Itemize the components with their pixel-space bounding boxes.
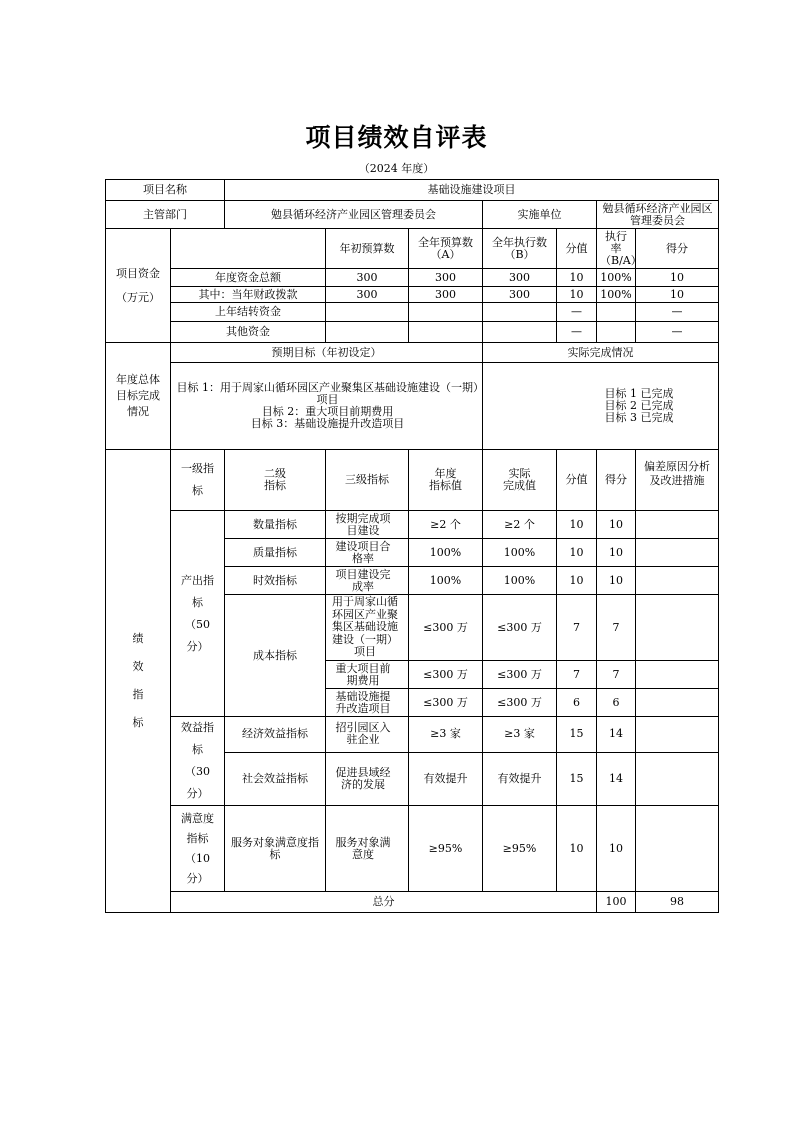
funds-header-score: 得分 xyxy=(636,229,719,269)
expected-goal-item: 目标 1：用于周家山循环园区产业聚集区基础设施建设（一期）项目 xyxy=(176,381,479,406)
project-name-row xyxy=(106,180,719,201)
funds-row-score-value: 10 xyxy=(557,287,597,303)
funds-row-executed: 300 xyxy=(483,269,557,287)
actual-goal-item: 目标 3 已完成 xyxy=(604,411,674,424)
score-cell: 6 xyxy=(597,689,636,717)
target-header xyxy=(409,450,483,511)
output-group-line2: 标 xyxy=(192,595,203,609)
total-score-value: 100 xyxy=(597,892,636,913)
target-cell: 100% xyxy=(409,539,483,567)
funds-header-exec-rate: 执行率（B/A） xyxy=(597,229,636,269)
level3-cell: 重大项目前期费用 xyxy=(326,661,409,689)
level3-cell: 项目建设完成率 xyxy=(326,567,409,595)
funds-row-exec-rate xyxy=(597,303,636,322)
benefit-group-line4: 分） xyxy=(186,787,209,800)
actual-value-header-line2: 完成值 xyxy=(503,479,536,492)
output-group-line3: （50 xyxy=(185,617,210,631)
level2-cell: 社会效益指标 xyxy=(225,752,326,805)
department-row xyxy=(106,201,719,229)
target-cell: 100% xyxy=(409,567,483,595)
funds-row-label: 上年结转资金 xyxy=(171,303,326,322)
score-value-header: 分值 xyxy=(557,450,597,511)
reason-cell xyxy=(636,806,719,892)
project-name-value: 基础设施建设项目 xyxy=(225,180,719,201)
benefit-group-label xyxy=(171,717,225,806)
actual-cell: 有效提升 xyxy=(483,752,557,805)
benefit-group-line2: 标 xyxy=(192,743,203,756)
funds-header-annual: 全年预算数（A） xyxy=(409,229,483,269)
satisfaction-group-label xyxy=(171,806,225,892)
funds-row-annual xyxy=(409,303,483,322)
target-cell: ≤300 万 xyxy=(409,595,483,661)
reason-cell xyxy=(636,752,719,805)
expected-goal-item: 目标 2：重大项目前期费用 xyxy=(261,405,394,418)
target-header-line1: 年度 xyxy=(434,467,457,480)
department-label: 主管部门 xyxy=(106,201,225,229)
score-cell: 14 xyxy=(597,752,636,805)
funds-row-executed xyxy=(483,322,557,343)
score-value-cell: 10 xyxy=(557,539,597,567)
level1-header: 一级指标 xyxy=(171,450,225,511)
satisfaction-group-line1: 满意度 xyxy=(181,811,214,825)
output-group-line1: 产出指 xyxy=(181,573,214,587)
level3-cell: 促进县域经济的发展 xyxy=(326,752,409,805)
score-value-cell: 6 xyxy=(557,689,597,717)
output-group-label xyxy=(171,511,225,717)
actual-cell: ≥95% xyxy=(483,806,557,892)
score-value-cell: 7 xyxy=(557,595,597,661)
funds-row-annual: 300 xyxy=(409,269,483,287)
reason-cell xyxy=(636,689,719,717)
funds-row-executed: 300 xyxy=(483,287,557,303)
actual-goals-cell xyxy=(483,363,719,450)
score-cell: 7 xyxy=(597,661,636,689)
level3-cell: 服务对象满意度 xyxy=(326,806,409,892)
score-value-cell: 10 xyxy=(557,511,597,539)
target-cell: ≥2 个 xyxy=(409,511,483,539)
target-header-line2: 指标值 xyxy=(429,479,462,492)
funds-row-exec-rate: 100% xyxy=(597,269,636,287)
level2-cell: 数量指标 xyxy=(225,511,326,539)
goals-header-row xyxy=(106,343,719,363)
funds-row-score-value: 10 xyxy=(557,269,597,287)
actual-cell: 100% xyxy=(483,567,557,595)
level3-cell: 用于周家山循环园区产业聚集区基础设施建设（一期）项目 xyxy=(326,595,409,661)
funds-header-row xyxy=(106,229,719,269)
goals-label: 年度总体目标完成情况 xyxy=(106,343,171,450)
funds-row xyxy=(106,287,719,303)
funds-row-initial xyxy=(326,322,409,343)
output-group-line4: 分） xyxy=(186,639,209,653)
actual-cell: ≥3 家 xyxy=(483,717,557,753)
level3-cell: 建设项目合格率 xyxy=(326,539,409,567)
expected-goal-header: 预期目标（年初设定） xyxy=(171,343,483,363)
actual-goal-item: 目标 2 已完成 xyxy=(604,399,674,412)
funds-row-score: — xyxy=(636,303,719,322)
target-cell: ≤300 万 xyxy=(409,661,483,689)
score-cell: 10 xyxy=(597,567,636,595)
funds-row-exec-rate: 100% xyxy=(597,287,636,303)
funds-row-label: 其中：当年财政拨款 xyxy=(171,287,326,303)
reason-cell xyxy=(636,595,719,661)
funds-header-score-value: 分值 xyxy=(557,229,597,269)
funds-row-score-value: — xyxy=(557,303,597,322)
actual-value-header-line1: 实际 xyxy=(508,467,531,480)
actual-cell: 100% xyxy=(483,539,557,567)
expected-goals-cell xyxy=(171,363,483,450)
performance-header-row xyxy=(106,450,719,511)
level2-cell: 时效指标 xyxy=(225,567,326,595)
funds-row-score: 10 xyxy=(636,269,719,287)
reason-cell xyxy=(636,539,719,567)
total-label: 总分 xyxy=(171,892,597,913)
funds-row-label: 其他资金 xyxy=(171,322,326,343)
funds-label-line2: （万元） xyxy=(116,290,160,304)
level2-cell: 成本指标 xyxy=(225,595,326,717)
implementing-unit-value: 勉县循环经济产业园区管理委员会 xyxy=(597,201,719,229)
level3-cell: 招引园区入驻企业 xyxy=(326,717,409,753)
score-value-cell: 15 xyxy=(557,717,597,753)
funds-row-annual: 300 xyxy=(409,287,483,303)
funds-header-executed: 全年执行数（B） xyxy=(483,229,557,269)
level3-cell: 按期完成项目建设 xyxy=(326,511,409,539)
funds-row-score: 10 xyxy=(636,287,719,303)
funds-row-score-value: — xyxy=(557,322,597,343)
performance-label xyxy=(106,450,171,913)
funds-label xyxy=(106,229,171,343)
reason-cell xyxy=(636,661,719,689)
funds-row-exec-rate xyxy=(597,322,636,343)
level2-cell: 质量指标 xyxy=(225,539,326,567)
actual-cell: ≤300 万 xyxy=(483,595,557,661)
reason-header: 偏差原因分析及改进措施 xyxy=(636,450,719,511)
performance-label-text: 绩效指标 xyxy=(132,632,144,729)
evaluation-table xyxy=(105,179,719,913)
indicator-row xyxy=(106,511,719,539)
funds-row xyxy=(106,322,719,343)
department-value: 勉县循环经济产业园区管理委员会 xyxy=(225,201,483,229)
funds-row-label: 年度资金总额 xyxy=(171,269,326,287)
level2-header-line2: 指标 xyxy=(264,479,286,492)
target-cell: 有效提升 xyxy=(409,752,483,805)
actual-completion-header: 实际完成情况 xyxy=(483,343,719,363)
actual-cell: ≥2 个 xyxy=(483,511,557,539)
goals-content-row xyxy=(106,363,719,450)
target-cell: ≤300 万 xyxy=(409,689,483,717)
reason-cell xyxy=(636,511,719,539)
page-title: 项目绩效自评表 xyxy=(305,123,488,152)
benefit-group-line3: （30 xyxy=(185,765,210,778)
score-cell: 14 xyxy=(597,717,636,753)
score-value-cell: 10 xyxy=(557,806,597,892)
funds-row-score: — xyxy=(636,322,719,343)
level3-cell: 基础设施提升改造项目 xyxy=(326,689,409,717)
funds-row-initial: 300 xyxy=(326,269,409,287)
funds-row-annual xyxy=(409,322,483,343)
level2-header-line1: 二级 xyxy=(264,467,286,480)
satisfaction-group-line4: 分） xyxy=(186,871,209,885)
funds-row-initial: 300 xyxy=(326,287,409,303)
target-cell: ≥95% xyxy=(409,806,483,892)
satisfaction-group-line2: 指标 xyxy=(186,831,209,845)
actual-cell: ≤300 万 xyxy=(483,661,557,689)
indicator-row xyxy=(106,717,719,753)
funds-row-initial xyxy=(326,303,409,322)
level2-header xyxy=(225,450,326,511)
score-cell: 10 xyxy=(597,806,636,892)
funds-row xyxy=(106,303,719,322)
actual-value-header xyxy=(483,450,557,511)
funds-label-line1: 项目资金 xyxy=(116,266,160,280)
project-name-label: 项目名称 xyxy=(106,180,225,201)
funds-row-executed xyxy=(483,303,557,322)
expected-goal-item: 目标 3：基础设施提升改造项目 xyxy=(250,417,405,430)
indicator-row xyxy=(106,806,719,892)
implementing-unit-label: 实施单位 xyxy=(483,201,597,229)
score-value-cell: 7 xyxy=(557,661,597,689)
actual-cell: ≤300 万 xyxy=(483,689,557,717)
level2-cell: 服务对象满意度指标 xyxy=(225,806,326,892)
total-row xyxy=(106,892,719,913)
funds-row xyxy=(106,269,719,287)
funds-header-blank xyxy=(171,229,326,269)
reason-cell xyxy=(636,567,719,595)
satisfaction-group-line3: （10 xyxy=(185,851,210,865)
actual-goal-item: 目标 1 已完成 xyxy=(604,387,674,400)
score-header: 得分 xyxy=(597,450,636,511)
score-cell: 10 xyxy=(597,511,636,539)
funds-header-initial: 年初预算数 xyxy=(326,229,409,269)
level3-header: 三级指标 xyxy=(326,450,409,511)
total-score: 98 xyxy=(636,892,719,913)
level2-cell: 经济效益指标 xyxy=(225,717,326,753)
score-value-cell: 15 xyxy=(557,752,597,805)
benefit-group-line1: 效益指 xyxy=(181,721,214,734)
score-cell: 7 xyxy=(597,595,636,661)
year-label: （2024 年度） xyxy=(358,162,435,175)
target-cell: ≥3 家 xyxy=(409,717,483,753)
score-value-cell: 10 xyxy=(557,567,597,595)
score-cell: 10 xyxy=(597,539,636,567)
reason-cell xyxy=(636,717,719,753)
